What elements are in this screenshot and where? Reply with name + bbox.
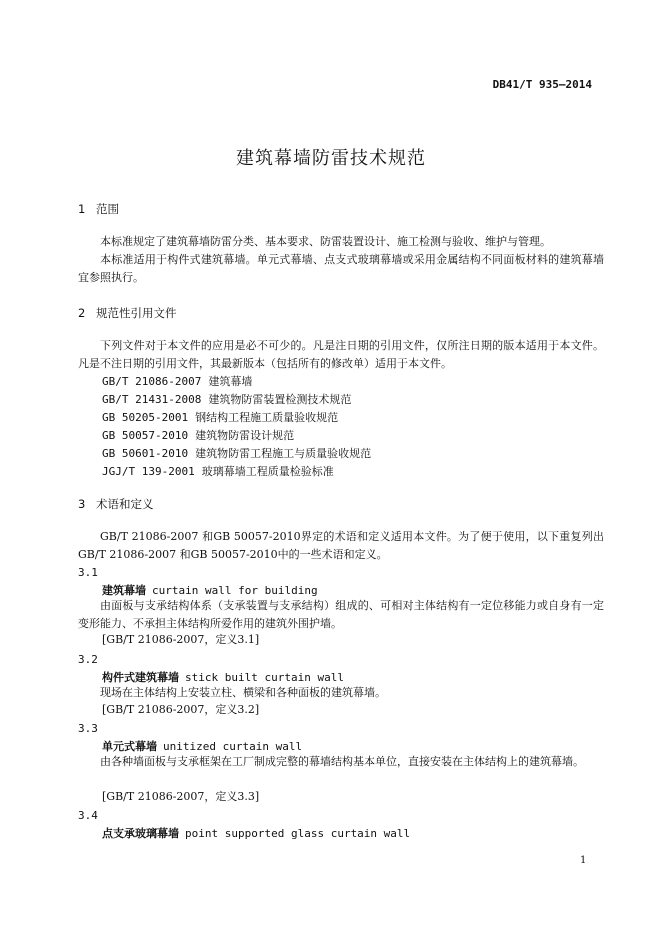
section-2-heading (78, 305, 177, 321)
reference-item (102, 445, 371, 463)
term-number: 3.3 (78, 722, 98, 735)
section-title: 术语和定义 (96, 497, 154, 511)
term-heading (102, 825, 410, 841)
term-heading (102, 669, 344, 685)
term-number: 3.1 (78, 566, 98, 579)
term-chinese: 建筑幕墙 (102, 584, 146, 597)
term-number: 3.2 (78, 653, 98, 666)
reference-name: 建筑物防雷工程施工与质量验收规范 (195, 447, 372, 460)
reference-item (102, 391, 351, 409)
term-chinese: 点支承玻璃幕墙 (102, 827, 179, 840)
reference-code: GB/T 21086-2007 (102, 375, 202, 388)
section-2-paragraph-1: 下列文件对于本文件的应用是必不可少的。凡是注日期的引用文件，仅所注日期的版本适用于本文件。凡是不注日期的引用文件，其最新版本（包括所有的修改单）适用于本文件。 (78, 339, 604, 370)
reference-name: 建筑幕墙 (208, 375, 253, 388)
reference-code: JGJ/T 139-2001 (102, 465, 195, 478)
term-definition: 现场在主体结构上安装立柱、横梁和各种面板的建筑幕墙。 (100, 686, 386, 699)
term-chinese: 单元式幕墙 (102, 740, 157, 753)
page-number: 1 (580, 855, 587, 866)
term-source: [GB/T 21086-2007，定义3.1] (102, 633, 260, 646)
term-source: [GB/T 21086-2007，定义3.3] (102, 790, 260, 803)
reference-name: 钢结构工程施工质量验收规范 (195, 411, 339, 424)
section-title: 规范性引用文件 (96, 306, 177, 320)
reference-code: GB/T 21431-2008 (102, 393, 202, 406)
section-title: 范围 (96, 202, 119, 216)
term-english: stick built curtain wall (185, 671, 344, 684)
section-1-paragraph-1: 本标准规定了建筑幕墙防雷分类、基本要求、防雷装置设计、施工检测与验收、维护与管理。 (100, 235, 551, 248)
reference-name: 玻璃幕墙工程质量检验标准 (201, 465, 334, 478)
section-3-heading (78, 496, 154, 512)
section-1-paragraph-2: 本标准适用于构件式建筑幕墙。单元式幕墙、点支式玻璃幕墙或采用金属结构不同面板材料的建筑幕墙宜参照执行。 (78, 253, 604, 284)
reference-code: GB 50205-2001 (102, 411, 189, 424)
term-definition: 由各种墙面板与支承框架在工厂制成完整的幕墙结构基本单位，直接安装在主体结构上的建筑幕墙。 (100, 755, 584, 768)
section-number: 1 (78, 202, 86, 216)
term-english: point supported glass curtain wall (185, 827, 411, 840)
term-heading (102, 738, 302, 754)
reference-name: 建筑物防雷装置检测技术规范 (208, 393, 352, 406)
term-english: curtain wall for building (152, 584, 318, 597)
document-title: 建筑幕墙防雷技术规范 (236, 148, 426, 169)
term-chinese: 构件式建筑幕墙 (102, 671, 179, 684)
section-3-paragraph-1: GB/T 21086-2007 和GB 50057-2010界定的术语和定义适用本文件。为了便于使用，以下重复列出GB/T 21086-2007 和GB 50057-2010中的一些术语和定义。 (78, 530, 604, 561)
reference-item (102, 373, 252, 391)
term-number: 3.4 (78, 809, 98, 822)
reference-item (102, 427, 294, 445)
standard-code: DB41/T 935—2014 (492, 78, 592, 91)
term-source: [GB/T 21086-2007，定义3.2] (102, 703, 260, 716)
term-heading (102, 582, 318, 598)
section-1-heading (78, 201, 119, 217)
term-english: unitized curtain wall (163, 740, 303, 753)
reference-code: GB 50057-2010 (102, 429, 189, 442)
reference-code: GB 50601-2010 (102, 447, 189, 460)
reference-item (102, 409, 338, 427)
section-number: 2 (78, 306, 86, 320)
reference-item (102, 463, 334, 481)
reference-name: 建筑物防雷设计规范 (195, 429, 295, 442)
term-definition: 由面板与支承结构体系（支承装置与支承结构）组成的、可相对主体结构有一定位移能力或自身有一定变形能力、不承担主体结构所爱作用的建筑外围护墙。 (78, 599, 604, 630)
section-number: 3 (78, 497, 86, 511)
